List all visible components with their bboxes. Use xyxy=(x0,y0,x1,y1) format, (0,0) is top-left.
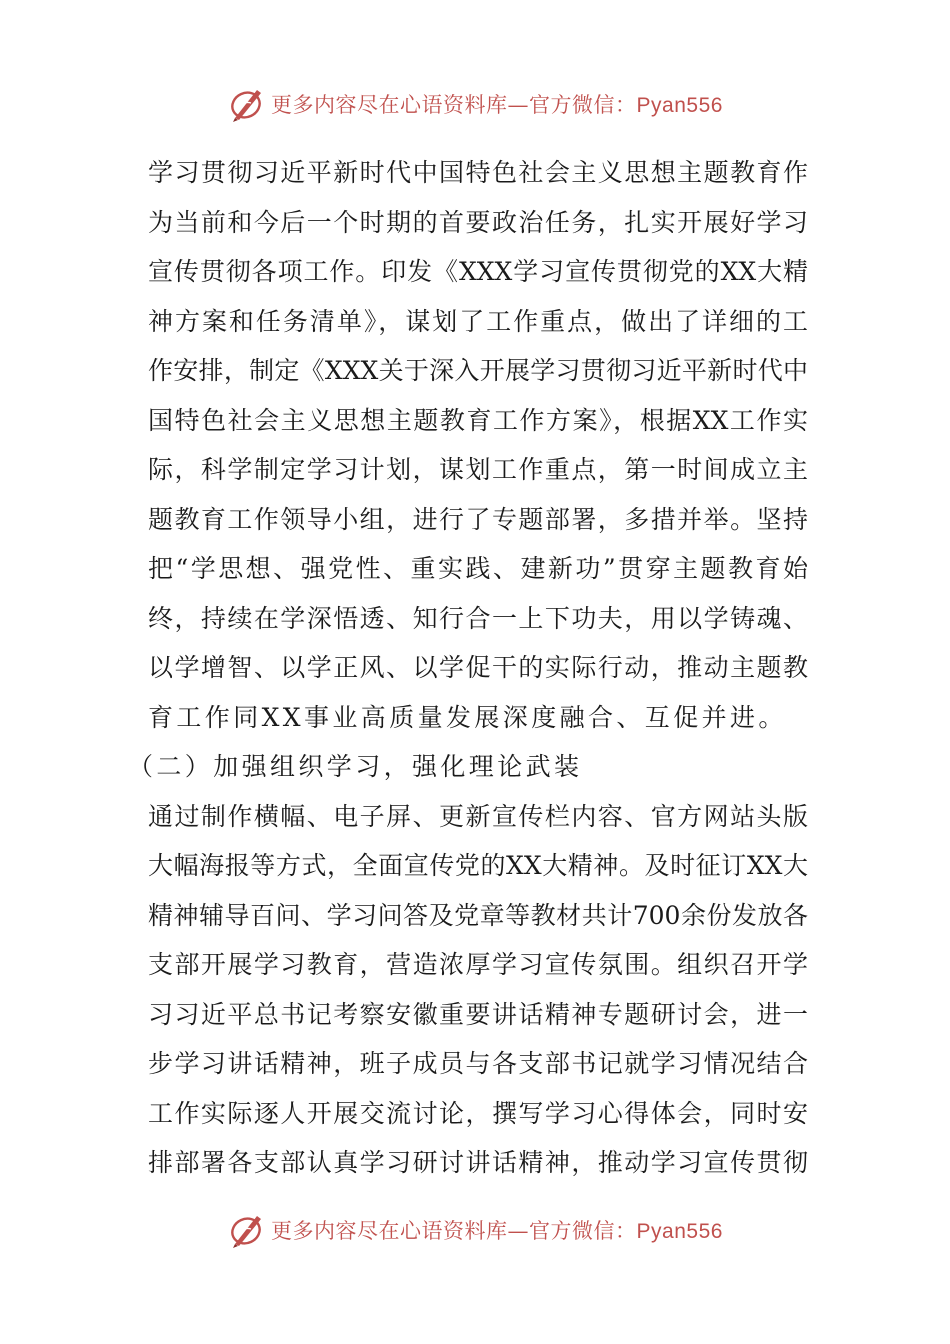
text-line: 终，持续在学深悟透、知行合一上下功夫，用以学铸魂、 xyxy=(148,603,808,633)
text-line: 精神辅导百问、学习问答及党章等教材共计700余份发放各 xyxy=(148,900,808,930)
text-line: 支部开展学习教育，营造浓厚学习宣传氛围。组织召开学 xyxy=(148,950,808,979)
text-line: 为当前和今后一个时期的首要政治任务，扎实开展好学习 xyxy=(148,207,808,237)
text-line: 国特色社会主义思想主题教育工作方案》，根据XX工作实 xyxy=(148,405,808,435)
footer-brand-label: 更多内容尽在心语资料库—官方微信： xyxy=(271,1219,637,1243)
text-line: 际，科学制定学习计划，谋划工作重点，第一时间成立主 xyxy=(148,455,808,484)
text-line: 把“学思想、强党性、重实践、建新功”贯穿主题教育始 xyxy=(148,554,808,583)
text-line: 工作实际逐人开展交流讨论，撰写学习心得体会，同时安 xyxy=(148,1098,808,1128)
text-line: 通过制作横幅、电子屏、更新宣传栏内容、官方网站头版 xyxy=(148,801,808,831)
header-brand-text xyxy=(271,89,723,119)
pen-logo-icon xyxy=(227,1210,267,1250)
text-line: 学习贯彻习近平新时代中国特色社会主义思想主题教育作 xyxy=(148,158,808,187)
pen-logo-icon xyxy=(227,84,267,124)
text-line: 大幅海报等方式，全面宣传党的XX大精神。及时征订XX大 xyxy=(148,851,808,880)
text-line: 神方案和任务清单》，谋划了工作重点，做出了详细的工 xyxy=(148,306,808,336)
footer-brand-text xyxy=(271,1215,723,1245)
text-line: 步学习讲话精神，班子成员与各支部书记就学习情况结合 xyxy=(148,1049,808,1078)
text-line: 育工作同XX事业高质量发展深度融合、互促并进。 xyxy=(148,702,787,732)
paragraph-2 xyxy=(148,792,808,1188)
text-line: 排部署各支部认真学习研讨讲话精神，推动学习宣传贯彻 xyxy=(148,1148,808,1177)
page-footer-banner xyxy=(0,1206,950,1254)
page-header-banner xyxy=(0,80,950,128)
text-line: 作安排，制定《XXX关于深入开展学习贯彻习近平新时代中 xyxy=(148,356,808,385)
text-line: 以学增智、以学正风、以学促干的实际行动，推动主题教 xyxy=(148,653,808,682)
text-line: 题教育工作领导小组，进行了专题部署，多措并举。坚持 xyxy=(148,504,808,534)
header-wechat-id: Pyan556 xyxy=(636,94,723,117)
section-heading: （二）加强组织学习，强化理论武装 xyxy=(128,752,583,781)
paragraph-1 xyxy=(148,148,808,742)
text-line: 宣传贯彻各项工作。印发《XXX学习宣传贯彻党的XX大精 xyxy=(148,257,808,286)
header-brand-label: 更多内容尽在心语资料库—官方微信： xyxy=(271,93,637,117)
document-body xyxy=(128,148,808,1188)
text-line: 习习近平总书记考察安徽重要讲话精神专题研讨会，进一 xyxy=(148,999,808,1029)
footer-wechat-id: Pyan556 xyxy=(636,1220,723,1243)
